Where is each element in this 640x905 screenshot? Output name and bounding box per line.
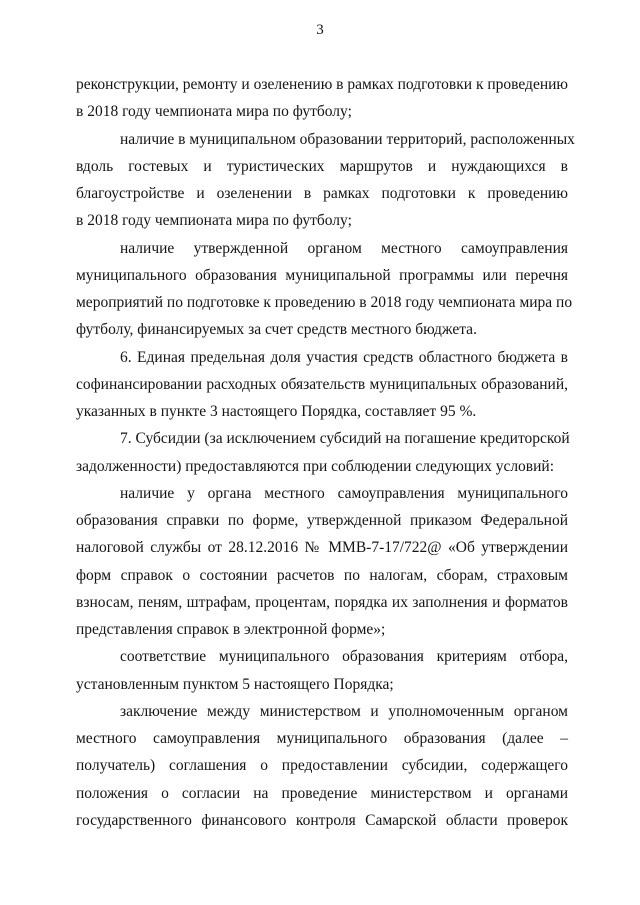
text-line: софинансировании расходных обязательств муниципальных образований, — [76, 375, 568, 393]
text-line: образования справки по форме, утвержденной приказом Федеральной — [76, 512, 568, 529]
text-line: в 2018 году чемпионата мира по футболу; — [76, 103, 352, 121]
text-line: наличие утвержденной органом местного самоуправления — [120, 239, 568, 257]
page-number: 3 — [316, 22, 324, 38]
text-line: взносам, пеням, штрафам, процентам, порядка их заполнения и форматов — [76, 593, 568, 611]
text-line: 6. Единая предельная доля участия средств областного бюджета в — [120, 348, 568, 366]
text-line: соответствие муниципального образования критериям отбора, — [120, 648, 568, 666]
text-line: муниципального образования муниципальной программы или перечня — [76, 266, 568, 284]
text-line: установленным пунктом 5 настоящего Порядка; — [76, 675, 394, 693]
text-line: наличие у органа местного самоуправления муниципального — [120, 484, 568, 502]
text-line: вдоль гостевых и туристических маршрутов и нуждающихся в — [76, 157, 568, 175]
text-line: заключение между министерством и уполномоченным органом — [120, 702, 568, 720]
text-line: местного самоуправления муниципального образования (далее – — [76, 730, 568, 747]
text-line: реконструкции, ремонту и озеленению в рамках подготовки к проведению — [76, 76, 568, 93]
document-body — [76, 71, 575, 834]
text-line: задолженности) предоставляются при соблюдении следующих условий: — [76, 457, 555, 475]
text-line: форм справок о состоянии расчетов по налогам, сборам, страховым — [76, 566, 568, 584]
text-line: представления справок в электронной форме»; — [76, 621, 386, 638]
text-line: в 2018 году чемпионата мира по футболу; — [76, 212, 352, 230]
text-line: положения о согласии на проведение министерством и органами — [76, 784, 568, 802]
text-line: налоговой службы от 28.12.2016 № ММВ-7-17/722@ «Об утверждении — [76, 539, 568, 557]
text-line: наличие в муниципальном образовании территорий, расположенных — [120, 130, 575, 148]
text-line: мероприятий по подготовке к проведению в 2018 году чемпионата мира по — [76, 294, 573, 311]
text-line: благоустройстве и озеленении в рамках подготовки к проведению — [76, 185, 568, 202]
text-line: получатель) соглашения о предоставлении субсидии, содержащего — [76, 757, 568, 775]
text-line: футболу, финансируемых за счет средств местного бюджета. — [76, 321, 477, 339]
text-line: 7. Субсидии (за исключением субсидий на погашение кредиторской — [120, 430, 570, 448]
text-line: указанных в пункте 3 настоящего Порядка, составляет 95 %. — [76, 403, 477, 420]
text-line: государственного финансового контроля Самарской области проверок — [76, 811, 568, 829]
